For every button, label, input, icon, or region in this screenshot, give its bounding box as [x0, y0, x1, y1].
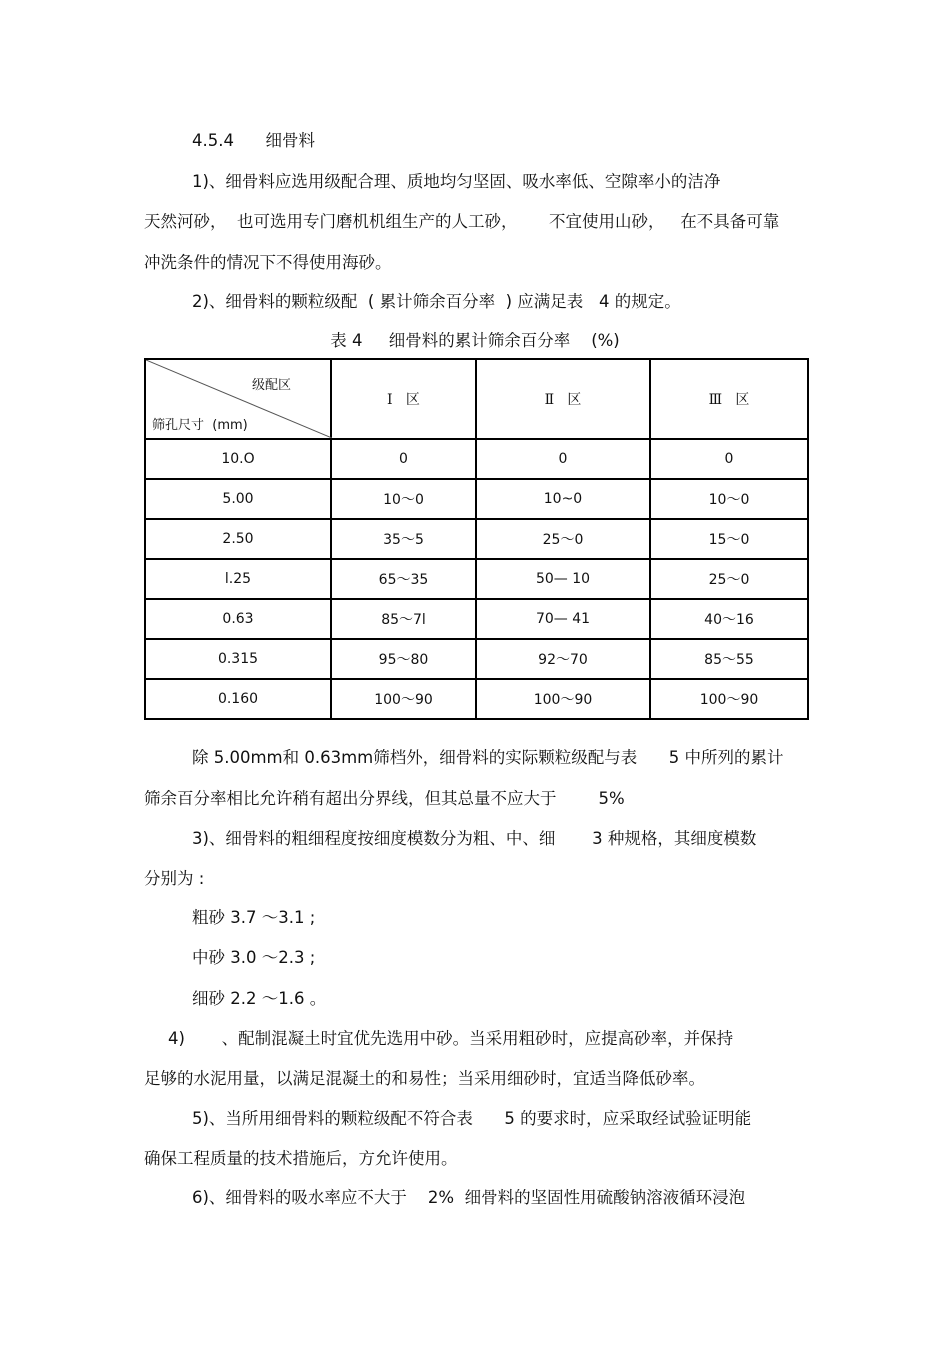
table-row	[145, 519, 808, 559]
paragraph-6-line-1: 6)、细骨料的吸水率应不大于 2% 细骨料的坚固性用硫酸钠溶液循环浸泡	[192, 1188, 746, 1207]
zone-1-cell: 0	[331, 439, 476, 479]
paragraph-1-line-1: 1)、细骨料应选用级配合理、质地均匀坚固、吸水率低、空隙率小的洁净	[192, 172, 721, 191]
after-table-line-1: 除 5.00mm和 0.63mm筛档外，细骨料的实际颗粒级配与表 5 中所列的累计	[192, 748, 784, 767]
zone-1-cell: 35～5	[331, 519, 476, 559]
table-caption: 表 4 细骨料的累计筛余百分率 (%)	[330, 331, 620, 350]
paragraph-2-line-1: 2)、细骨料的颗粒级配 ( 累计筛余百分率 ) 应满足表 4 的规定。	[192, 292, 681, 311]
table-corner-cell	[145, 359, 331, 439]
zone-2-cell: 50— 10	[476, 559, 650, 599]
sieve-size-cell: 10.O	[145, 439, 331, 479]
sieve-size-cell: 0.315	[145, 639, 331, 679]
paragraph-1-line-3: 冲洗条件的情况下不得使用海砂。	[144, 253, 392, 272]
zone-3-cell: 0	[650, 439, 808, 479]
paragraph-4-line-2: 足够的水泥用量，以满足混凝土的和易性；当采用细砂时，宜适当降低砂率。	[144, 1069, 705, 1088]
zone-1-cell: 10～0	[331, 479, 476, 519]
zone-1-cell: 65～35	[331, 559, 476, 599]
sieve-size-cell: l.25	[145, 559, 331, 599]
paragraph-3-line-2: 分别为 :	[144, 869, 205, 888]
table-header-row	[145, 359, 808, 439]
table-row	[145, 559, 808, 599]
sieve-size-cell: 5.00	[145, 479, 331, 519]
paragraph-5-line-2: 确保工程质量的技术措施后，方允许使用。	[144, 1149, 458, 1168]
grading-table	[144, 358, 809, 720]
section-heading: 4.5.4 细骨料	[192, 131, 315, 150]
zone-2-cell: 25～0	[476, 519, 650, 559]
zone-1-cell: 85～7l	[331, 599, 476, 639]
zone-3-cell: 10～0	[650, 479, 808, 519]
paragraph-4-line-1: 4) 、配制混凝土时宜优先选用中砂。当采用粗砂时，应提高砂率，并保持	[168, 1029, 734, 1048]
sieve-size-cell: 2.50	[145, 519, 331, 559]
zone-3-cell: 85～55	[650, 639, 808, 679]
zone-3-cell: 40～16	[650, 599, 808, 639]
after-table-line-2: 筛余百分率相比允许稍有超出分界线，但其总量不应大于 5%	[144, 789, 625, 808]
sieve-size-cell: 0.63	[145, 599, 331, 639]
coarse-sand-line: 粗砂 3.7 ～3.1 ;	[192, 908, 316, 927]
zone-1-cell: 100～90	[331, 679, 476, 719]
zone-2-cell: 70— 41	[476, 599, 650, 639]
table-row	[145, 679, 808, 719]
zone-3-cell: 25～0	[650, 559, 808, 599]
zone-2-cell: 92～70	[476, 639, 650, 679]
paragraph-5-line-1: 5)、当所用细骨料的颗粒级配不符合表 5 的要求时，应采取经试验证明能	[192, 1109, 752, 1128]
zone-2-cell: 100～90	[476, 679, 650, 719]
table-row	[145, 599, 808, 639]
zone-1-cell: 95～80	[331, 639, 476, 679]
table-row	[145, 479, 808, 519]
zone-header-2: Ⅱ 区	[476, 359, 650, 439]
table-row	[145, 439, 808, 479]
zone-3-cell: 100～90	[650, 679, 808, 719]
zone-header-3: Ⅲ 区	[650, 359, 808, 439]
sieve-size-cell: 0.160	[145, 679, 331, 719]
table-row	[145, 639, 808, 679]
medium-sand-line: 中砂 3.0 ～2.3 ;	[192, 948, 316, 967]
zone-header-1: Ⅰ 区	[331, 359, 476, 439]
paragraph-3-line-1: 3)、细骨料的粗细程度按细度模数分为粗、中、细 3 种规格，其细度模数	[192, 829, 757, 848]
fine-sand-line: 细砂 2.2 ～1.6 。	[192, 989, 327, 1008]
corner-bottom-label: 筛孔尺寸 (mm)	[152, 418, 248, 433]
zone-3-cell: 15～0	[650, 519, 808, 559]
paragraph-1-line-2: 天然河砂， 也可选用专门磨机机组生产的人工砂， 不宜使用山砂， 在不具备可靠	[144, 212, 780, 231]
zone-2-cell: 10~0	[476, 479, 650, 519]
corner-top-label: 级配区	[252, 378, 292, 393]
zone-2-cell: 0	[476, 439, 650, 479]
